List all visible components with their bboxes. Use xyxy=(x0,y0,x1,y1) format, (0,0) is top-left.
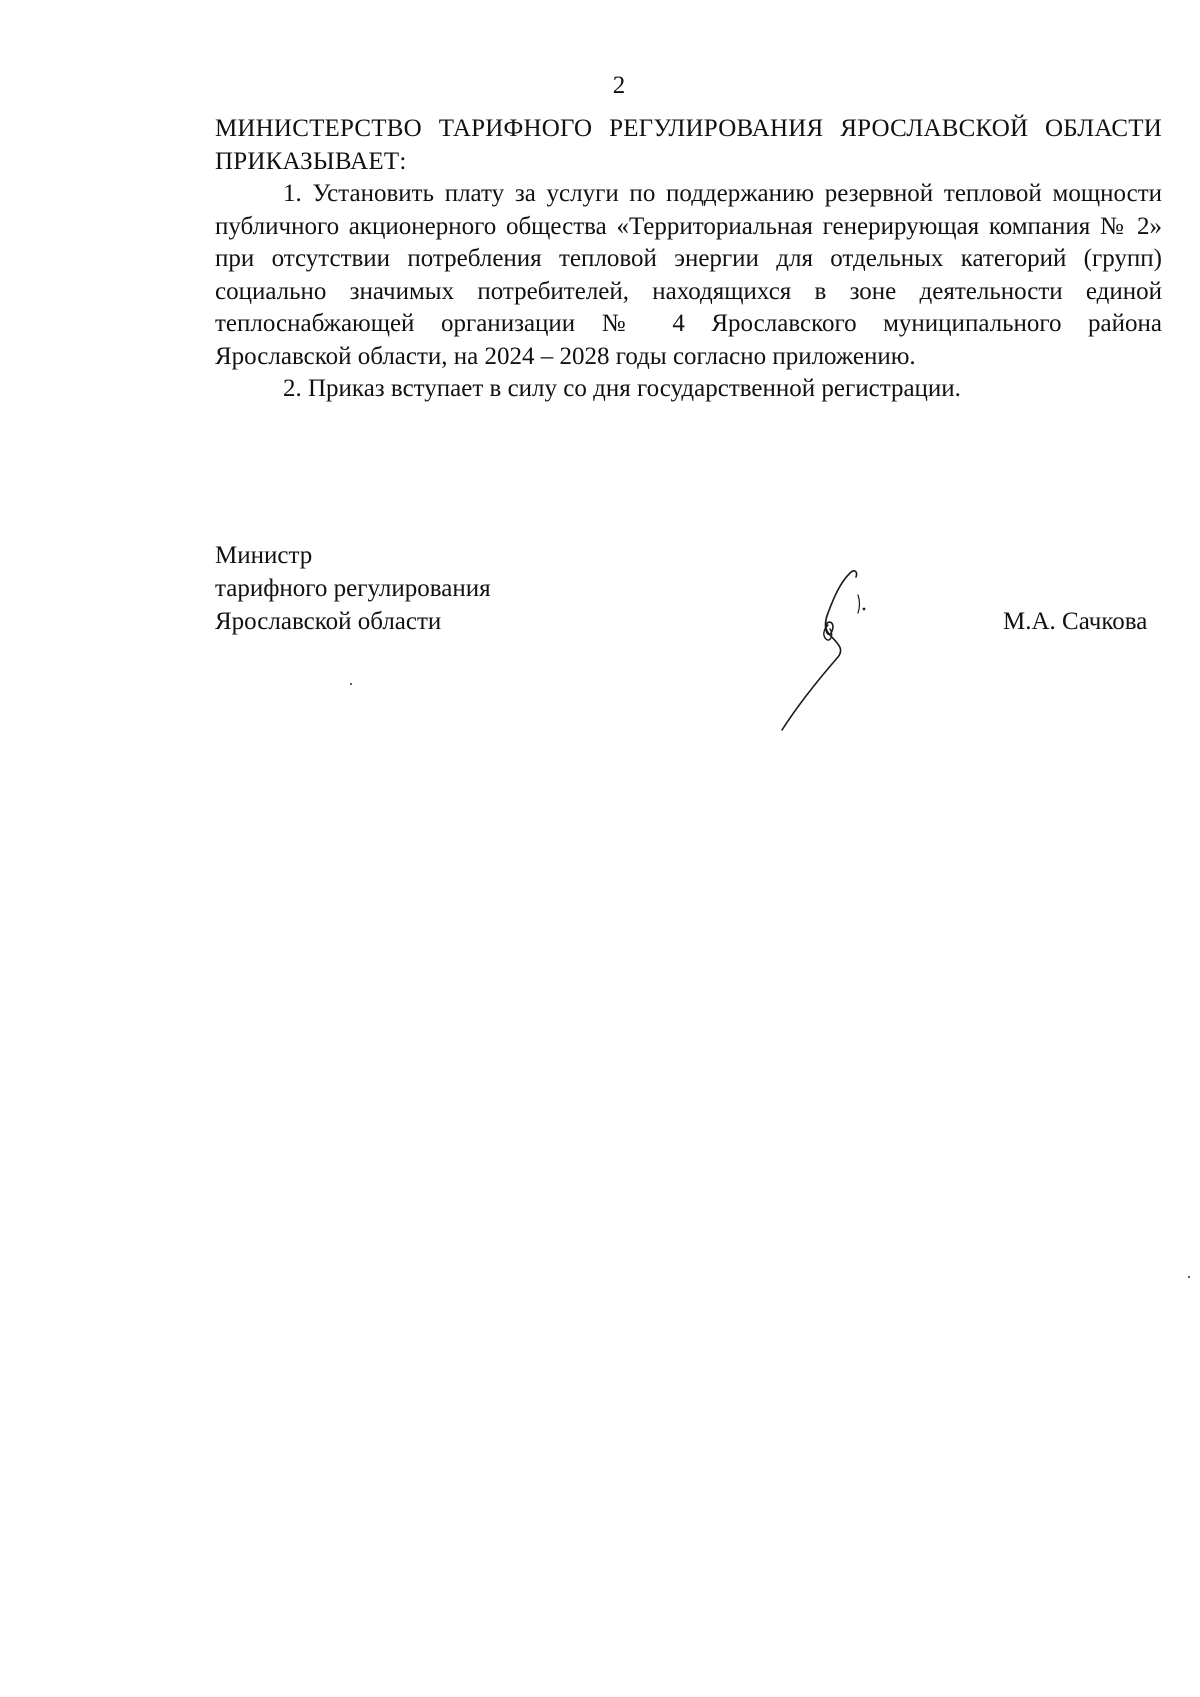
order-item-2: 2. Приказ вступает в силу со дня государственной регистрации. xyxy=(283,375,961,402)
signer-position-line-2: тарифного регулирования xyxy=(215,575,491,602)
document-body xyxy=(215,113,1162,406)
signer-position xyxy=(215,539,491,638)
page-number: 2 xyxy=(612,72,626,99)
signer-name: М.А. Сачкова xyxy=(1003,608,1148,635)
handwritten-signature xyxy=(778,565,898,735)
order-item-1: 1. Установить плату за услуги по поддержанию резервной тепловой мощности публичного акционерного общества «Территориальная генерирующая компания № 2» при отсутствии потребления тепловой энергии для отдельных категорий (групп) социально значимых потребителей, находящихся в зоне деятельности единой теплоснабжающей организации № 4 Ярославского муниципального района Ярославской области, на 2024 – 2028 годы согласно приложению. xyxy=(215,180,1162,370)
scan-speck xyxy=(1188,1276,1190,1278)
signer-position-line-1: Министр xyxy=(215,542,313,569)
order-heading: МИНИСТЕРСТВО ТАРИФНОГО РЕГУЛИРОВАНИЯ ЯРОСЛАВСКОЙ ОБЛАСТИ ПРИКАЗЫВАЕТ: xyxy=(215,115,1162,175)
signer-position-line-3: Ярославской области xyxy=(215,608,442,635)
scan-speck xyxy=(350,683,352,685)
